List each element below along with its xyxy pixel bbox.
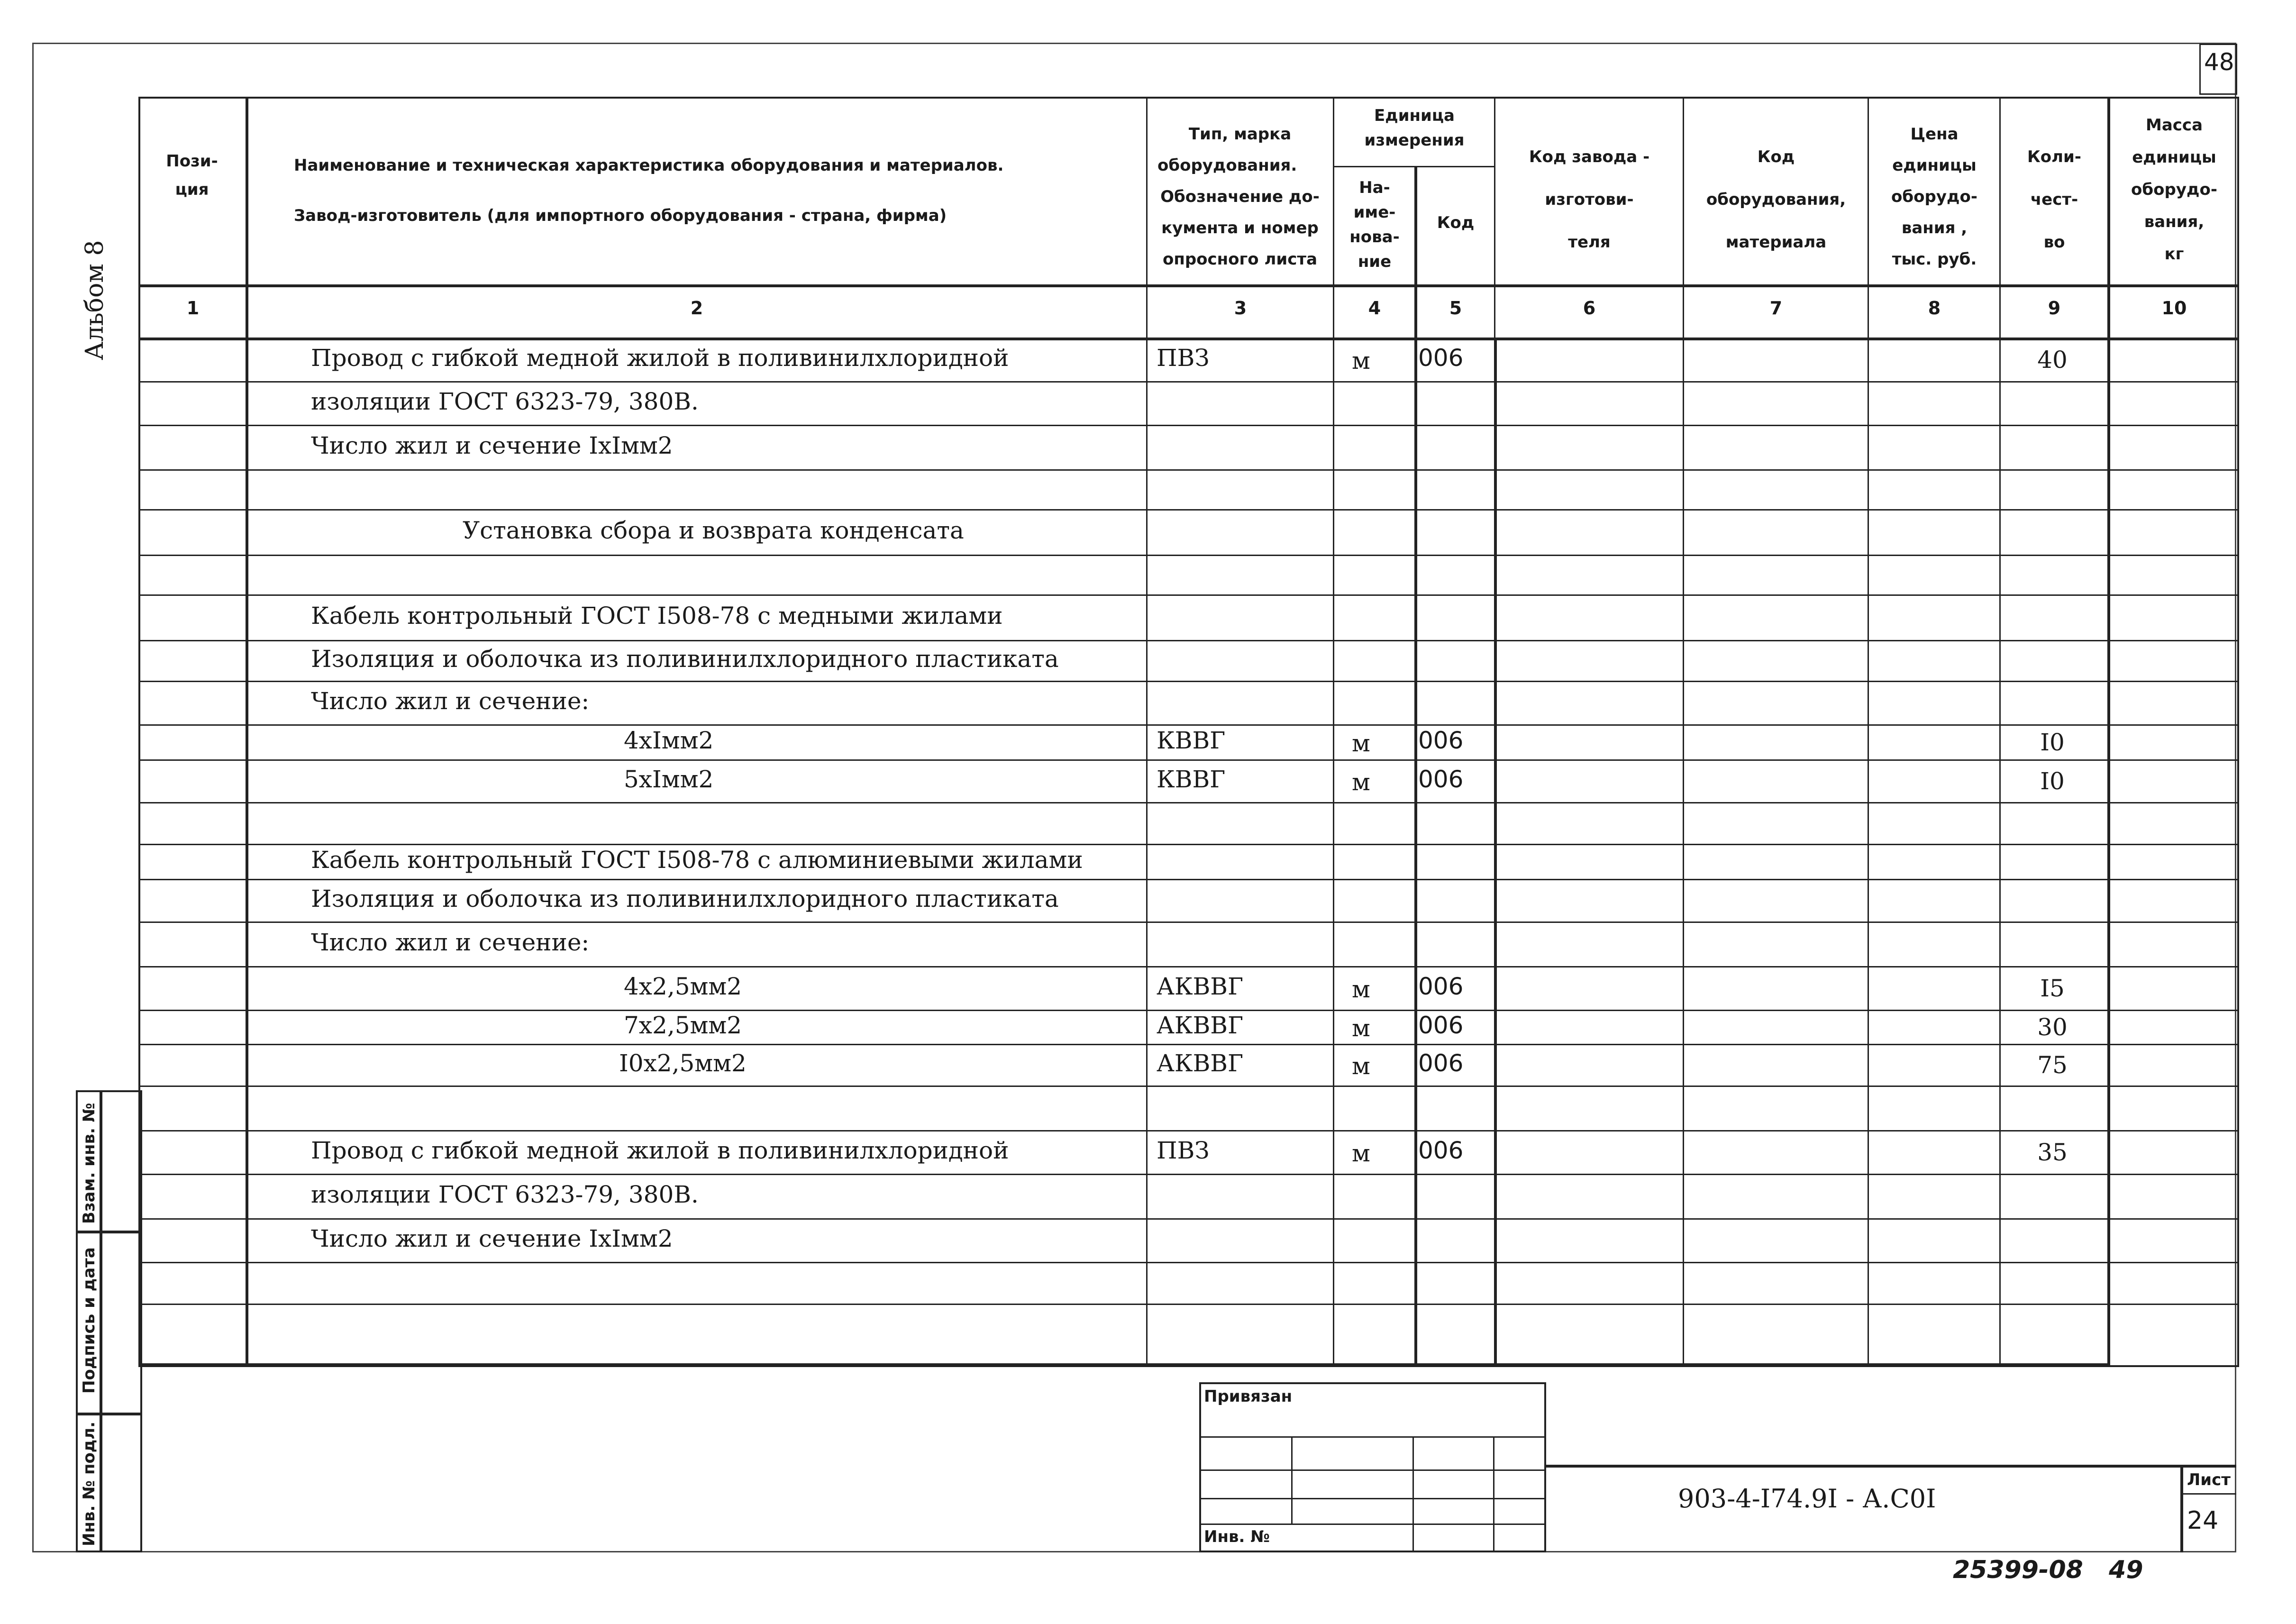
col-line [1868,97,1869,1367]
row-line [138,555,2239,556]
colnum-bottom-line [138,338,2239,340]
row-unit: м [1352,1052,1370,1080]
header-price-l3: оборудо- [1891,187,1977,206]
row-name: Изоляция и оболочка из поливинилхлоридного пластиката [311,645,1059,673]
header-mass-l2: единицы [2132,148,2216,167]
col-line [1999,97,2001,1367]
header-price-l5: тыс. руб. [1892,250,1977,269]
col-line [246,97,248,1367]
body-bottom-line [1414,1363,2110,1366]
header-type-l3: Обозначение до- [1160,187,1320,206]
list-divider [2180,1465,2183,1552]
row-type: ПВЗ [1157,344,1210,372]
row-unit: м [1352,1014,1370,1042]
row-type: КВВГ [1157,766,1226,793]
header-unit-name-l3: нова- [1349,228,1400,246]
header-mass-l4: вания, [2144,212,2205,231]
header-qty-l3: во [2043,233,2065,252]
row-code: 006 [1418,344,1464,372]
row-line [138,966,2239,967]
col-line [1146,97,1148,1367]
row-line [138,1130,2239,1131]
header-name-l2: Завод-изготовитель (для импортного оборудования - страна, фирма) [294,206,947,225]
row-line [138,724,2239,726]
row-name: Кабель контрольный ГОСТ I508-78 с медными жилами [311,602,1003,630]
header-equip-code-l1: Код [1757,147,1795,166]
row-name: Изоляция и оболочка из поливинилхлоридного пластиката [311,885,1059,912]
row-type: АКВВГ [1157,1049,1244,1077]
col-number: 9 [2048,298,2061,319]
row-line [138,425,2239,426]
header-equip-code-l3: материала [1725,233,1827,252]
row-type: АКВВГ [1157,973,1244,1000]
row-unit: м [1352,1140,1370,1167]
col-line-bold [1494,338,1497,1367]
privyazan-col [1291,1436,1293,1524]
header-mass-l1: Масса [2145,116,2203,135]
header-plant-code-l1: Код завода - [1529,147,1650,166]
header-equip-code [1685,136,1868,264]
header-unit-l1: Единица [1374,106,1455,125]
header-pos [142,147,242,204]
header-unit-l2: измерения [1364,131,1465,150]
row-line [138,640,2239,641]
row-code: 006 [1418,1137,1464,1164]
row-line [138,681,2239,682]
list-number: 24 [2187,1506,2219,1535]
row-name: Установка сбора и возврата конденсата [463,517,964,544]
row-line [138,1218,2239,1220]
col-number: 3 [1234,298,1247,319]
left-stamp-line [76,1413,142,1415]
row-line [138,802,2239,803]
header-price [1869,119,1999,275]
row-qty: 30 [2037,1013,2068,1041]
header-unit-name-l1: На- [1359,178,1390,197]
header-unit-name-l2: име- [1353,203,1396,222]
doc-code-top [1546,1465,2236,1468]
header-name-l1: Наименование и техническая характеристика оборудования и материалов. [294,156,1004,175]
stamp-inv: Инв. № подл. [80,1421,99,1546]
header-unit-code: Код [1437,213,1475,232]
row-qty: 75 [2037,1051,2068,1079]
header-unit-name [1335,175,1414,274]
inv-no-label: Инв. № [1204,1527,1270,1546]
header-mass [2110,109,2238,270]
row-qty: I0 [2040,729,2065,756]
header-mass-l5: кг [2164,245,2184,264]
row-unit: м [1352,347,1370,374]
list-line [2180,1493,2236,1495]
header-plant-code-l3: теля [1568,233,1611,252]
col-line [1333,97,1334,1367]
corner-number: 48 [2204,48,2234,76]
row-unit: м [1352,768,1370,796]
header-qty-l2: чест- [2030,190,2078,209]
row-name: I0x2,5мм2 [619,1049,747,1077]
row-type: ПВЗ [1157,1137,1210,1164]
header-plant-code-l2: изготови- [1545,190,1634,209]
row-name: изоляции ГОСТ 6323-79, 380В. [311,1181,699,1208]
col-line [2107,97,2110,1367]
privyazan-col [1493,1436,1494,1552]
album-label: Альбом 8 [81,240,109,360]
row-name: 5xIмм2 [624,766,714,793]
row-qty: I5 [2040,975,2065,1002]
header-mass-l3: оборудо- [2131,180,2217,199]
col-number: 6 [1583,298,1596,319]
row-qty: I0 [2040,767,2065,795]
col-line [1414,166,1417,1367]
col-number: 2 [690,298,703,319]
header-type-l4: кумента и номер [1161,219,1319,237]
row-unit: м [1352,730,1370,757]
stamp-podpis: Подпись и дата [80,1247,99,1394]
row-line [138,1174,2239,1175]
privyazan-label: Привязан [1204,1387,1293,1406]
header-type-l1: Тип, марка [1188,125,1292,144]
col-number: 10 [2161,298,2187,319]
title-block-top [142,1363,1417,1366]
row-unit: м [1352,976,1370,1003]
row-name: Число жил и сечение IxIмм2 [311,1225,673,1252]
header-pos-l2: ция [175,180,209,199]
row-line [138,921,2239,923]
row-name: 7x2,5мм2 [624,1012,742,1039]
row-code: 006 [1418,1049,1464,1077]
row-line [138,469,2239,471]
row-code: 006 [1418,727,1464,754]
row-name: Кабель контрольный ГОСТ I508-78 с алюминиевыми жилами [311,846,1083,874]
col-number: 7 [1769,298,1783,319]
row-line [138,1010,2239,1011]
privyazan-col [1412,1436,1414,1552]
row-qty: 40 [2037,346,2068,374]
header-plant-code [1496,136,1683,264]
row-line [138,1044,2239,1045]
row-type: АКВВГ [1157,1012,1244,1039]
row-name: 4x2,5мм2 [624,973,742,1000]
row-line [138,509,2239,511]
left-stamp-divider [100,1090,102,1552]
row-line [138,844,2239,845]
row-name: Число жил и сечение IxIмм2 [311,432,673,459]
row-name: Число жил и сечение: [311,929,590,956]
header-price-l1: Цена [1910,125,1959,144]
row-line [138,1086,2239,1087]
row-line [138,381,2239,383]
row-type: КВВГ [1157,727,1226,754]
row-line [138,879,2239,880]
col-number: 8 [1928,298,1941,319]
col-line [1683,97,1684,1367]
row-code: 006 [1418,1012,1464,1039]
header-name [294,140,1033,241]
header-price-l4: вания , [1901,219,1968,237]
header-qty-l1: Коли- [2027,147,2081,166]
row-qty: 35 [2037,1139,2068,1166]
row-code: 006 [1418,973,1464,1000]
row-name: Провод с гибкой медной жилой в поливинилхлоридной [311,1137,1009,1164]
header-type-l2: оборудования. [1157,156,1297,175]
header-pos-l1: Пози- [166,152,218,171]
row-name: Число жил и сечение: [311,687,590,715]
row-name: Провод с гибкой медной жилой в поливинилхлоридной [311,344,1009,372]
header-unit-name-l4: ние [1358,252,1392,271]
header-equip-code-l2: оборудования, [1706,190,1846,209]
row-name: изоляции ГОСТ 6323-79, 380В. [311,388,699,415]
row-line [138,1304,2239,1305]
header-price-l2: единицы [1892,156,1977,175]
header-qty [2001,136,2107,264]
header-sub-line [1333,166,1494,167]
header-type-l5: опросного листа [1162,250,1318,269]
doc-code: 903-4-I74.9I - А.С0I [1678,1484,1936,1514]
row-name: 4xIмм2 [624,727,714,754]
left-stamp-line [76,1231,142,1233]
header-unit [1335,103,1494,153]
row-line [138,759,2239,761]
col-number: 1 [186,298,200,319]
col-number: 5 [1449,298,1462,319]
footer-stamp: 25399-08 49 [1953,1556,2143,1584]
col-number: 4 [1368,298,1381,319]
stamp-vzam: Взам. инв. № [80,1103,99,1224]
row-code: 006 [1418,766,1464,793]
header-type [1149,119,1331,275]
list-label: Лист [2187,1470,2231,1489]
header-bottom-line [138,284,2239,287]
row-line [138,594,2239,596]
row-line [138,1262,2239,1263]
